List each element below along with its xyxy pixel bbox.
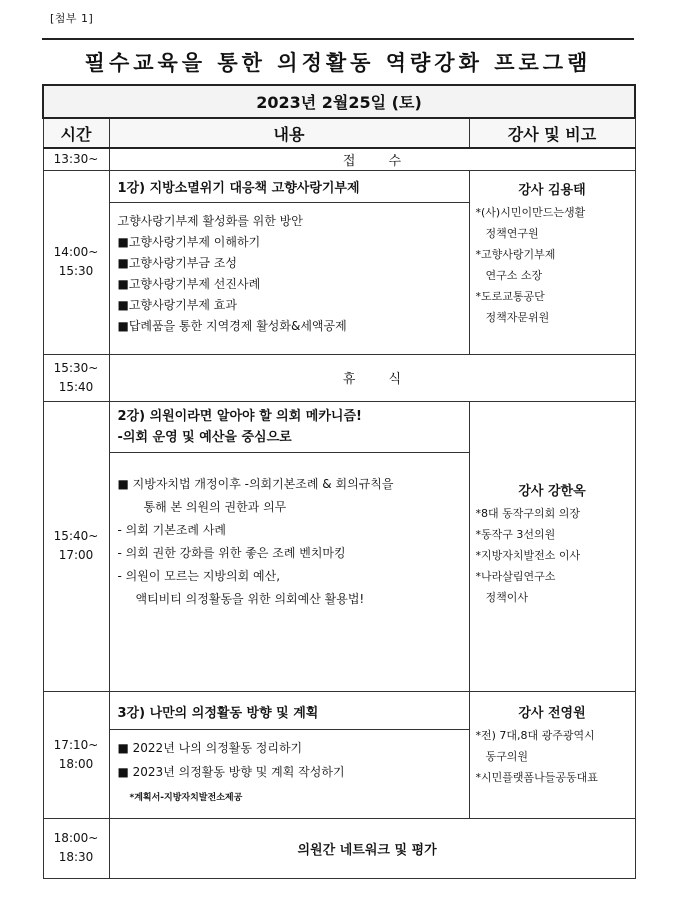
network-time <box>43 818 109 878</box>
list-item: 통해 본 의원의 권한과 의무 <box>143 499 287 514</box>
lecture3-time <box>43 691 109 818</box>
title-bar <box>42 38 634 86</box>
lecture1-lecturer: 강사 김용태 <box>518 182 586 198</box>
lecture1-items <box>110 203 469 345</box>
note-line: *나라살림연구소 <box>475 569 556 583</box>
note-line: 정책이사 <box>485 590 529 604</box>
lecture3-row <box>43 691 635 818</box>
lecture2-lecturer-cell <box>469 401 635 691</box>
list-item: ■고향사랑기부제 이해하기 <box>117 234 261 249</box>
note-line: *시민플랫폼나들공동대표 <box>475 770 598 784</box>
note-line: *전) 7대,8대 광주광역시 <box>475 728 595 742</box>
lecture2-time-start: 15:40~ <box>53 529 99 543</box>
lecture1-row <box>43 170 635 354</box>
list-item: ■고향사랑기부제 효과 <box>117 297 237 312</box>
note-line: *동작구 3선의원 <box>475 527 556 541</box>
list-item: - 의원이 모르는 지방의회 예산, <box>117 568 281 583</box>
list-item: ■ 2022년 나의 의정활동 정리하기 <box>117 740 303 755</box>
lecture2-content <box>109 401 469 691</box>
lecture2-time <box>43 401 109 691</box>
lecture1-title: 1강) 지방소멸위기 대응책 고향사랑기부제 <box>110 171 469 203</box>
lecture2-notes <box>470 503 635 608</box>
network-text: 의원간 네트워크 및 평가 <box>109 818 635 878</box>
schedule-table <box>42 84 636 879</box>
reception-time: 13:30~ <box>43 148 109 170</box>
network-time-start: 18:00~ <box>53 831 99 845</box>
lecture3-title: 3강) 나만의 의정활동 방향 및 계획 <box>110 692 469 730</box>
lecture1-content <box>109 170 469 354</box>
note-line: 연구소 소장 <box>485 268 543 282</box>
lecture1-notes <box>470 202 635 328</box>
list-item: ■ 지방자치법 개정이후 -의회기본조례 & 회의규칙을 <box>117 476 394 491</box>
list-item: ■답례품을 통한 지역경제 활성화&세액공제 <box>117 318 347 333</box>
header-time: 시간 <box>43 118 109 148</box>
lecture2-row <box>43 401 635 691</box>
lecture3-content <box>109 691 469 818</box>
network-time-end: 18:30 <box>58 850 94 864</box>
list-item: ■ 2023년 의정활동 방향 및 계획 작성하기 <box>117 764 345 779</box>
lecture2-items <box>110 453 469 619</box>
note-line: 동구의원 <box>485 749 529 763</box>
lecture2-title-line2: -의회 운영 및 예산을 중심으로 <box>117 429 292 445</box>
list-item: - 의회 권한 강화를 위한 좋은 조례 벤치마킹 <box>117 545 346 560</box>
lecture2-title <box>110 402 469 453</box>
lecture1-time <box>43 170 109 354</box>
note-line: 정책연구원 <box>485 226 539 240</box>
lecture3-notes <box>470 725 635 788</box>
list-item: ■고향사랑기부제 선진사례 <box>117 276 261 291</box>
note-line: *고향사랑기부제 <box>475 247 556 261</box>
note-line: *지방자치발전소 이사 <box>475 548 581 562</box>
lecture3-lecturer-cell <box>469 691 635 818</box>
document-title: 필수교육을 통한 의정활동 역량강화 프로그램 <box>84 51 592 75</box>
lecture3-time-start: 17:10~ <box>53 737 99 752</box>
lecture2-title-line1: 2강) 의원이라면 알아야 할 의회 메카니즘! <box>117 408 362 424</box>
list-item: 액티비티 의정활동을 위한 의회예산 활용법! <box>135 591 365 606</box>
list-item: ■고향사랑기부금 조성 <box>117 255 237 270</box>
lecture3-lecturer: 강사 전영원 <box>518 705 586 721</box>
reception-text: 접 수 <box>109 148 635 170</box>
header-lecturer: 강사 및 비고 <box>469 118 635 148</box>
lecture2-lecturer: 강사 강한옥 <box>518 483 586 499</box>
note-line: *8대 동작구의회 의장 <box>475 506 580 520</box>
note-line: 정책자문위원 <box>485 310 550 324</box>
lecture1-time-start: 14:00~ <box>53 245 99 259</box>
lecture2-time-end: 17:00 <box>58 548 94 562</box>
break-time <box>43 354 109 401</box>
header-content: 내용 <box>109 118 469 148</box>
lecture1-lecturer-cell <box>469 170 635 354</box>
note-line: *(사)시민이만드는생활 <box>475 205 586 219</box>
list-item: - 의회 기본조례 사례 <box>117 522 227 537</box>
date-header: 2023년 2월25일 (토) <box>43 85 635 118</box>
attachment-label: [첨부 1] <box>50 12 94 25</box>
break-text: 휴 식 <box>109 354 635 401</box>
lecture3-items <box>110 730 469 818</box>
lecture1-time-end: 15:30 <box>58 264 94 278</box>
break-time-start: 15:30~ <box>53 360 99 375</box>
note-line: *도로교통공단 <box>475 289 545 303</box>
lecture3-time-end: 18:00 <box>58 756 94 771</box>
break-time-end: 15:40 <box>58 379 94 394</box>
lecture1-intro: 고향사랑기부제 활성화를 위한 방안 <box>117 213 303 228</box>
lecture3-footnote: *계획서-지방자치발전소제공 <box>129 792 243 803</box>
